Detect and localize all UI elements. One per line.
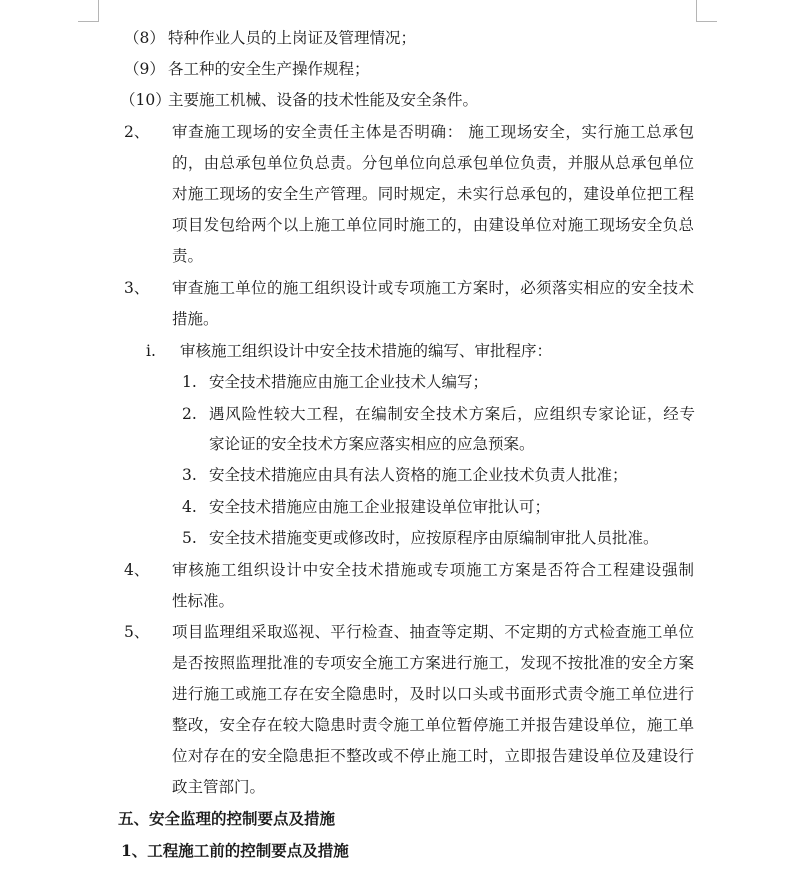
list-marker: 5、 <box>124 623 150 641</box>
list-item-text: 审核施工组织设计中安全技术措施的编写、审批程序： <box>180 342 553 360</box>
list-item-text: 家论证的安全技术方案应落实相应的应急预案。 <box>209 435 535 453</box>
paragraph-line: 是否按照监理批准的专项安全施工方案进行施工，发现不按批准的安全方案 <box>172 654 694 672</box>
list-marker: 4. <box>182 498 197 516</box>
paragraph-line: 进行施工或施工存在安全隐患时，及时以口头或书面形式责令施工单位进行 <box>172 685 694 703</box>
list-item-text: 安全技术措施变更或修改时，应按原程序由原编制审批人员批准。 <box>209 529 659 547</box>
subsection-heading: 1、工程施工前的控制要点及措施 <box>121 841 349 860</box>
list-marker: （10） <box>120 91 171 109</box>
list-marker: 2、 <box>124 123 150 141</box>
list-item-text: 安全技术措施应由施工企业报建设单位审批认可； <box>209 498 551 516</box>
list-marker: i. <box>146 342 156 360</box>
section-heading: 五、安全监理的控制要点及措施 <box>118 809 336 828</box>
list-item-text: 安全技术措施应由施工企业技术人编写； <box>209 373 489 391</box>
page-corner-mark <box>98 0 99 22</box>
paragraph-line: 项目监理组采取巡视、平行检查、抽查等定期、不定期的方式检查施工单位 <box>172 623 694 641</box>
paragraph-line: 政主管部门。 <box>172 778 266 796</box>
paragraph-line: 审查施工现场的安全责任主体是否明确： 施工现场安全，实行施工总承包 <box>172 123 694 141</box>
list-item-text: 各工种的安全生产操作规程； <box>168 60 370 78</box>
list-item-text: 特种作业人员的上岗证及管理情况； <box>168 29 417 47</box>
list-item-text: 安全技术措施应由具有法人资格的施工企业技术负责人批准； <box>209 466 628 484</box>
list-marker: 1. <box>182 373 197 391</box>
paragraph-line: 位对存在的安全隐患拒不整改或不停止施工时，立即报告建设单位及建设行 <box>172 747 694 765</box>
paragraph-line: 项目发包给两个以上施工单位同时施工的，由建设单位对施工现场安全负总 <box>172 216 694 234</box>
list-marker: 3、 <box>124 279 150 297</box>
list-marker: 3. <box>182 466 197 484</box>
paragraph-line: 性标准。 <box>172 592 235 610</box>
list-marker: 2. <box>182 405 197 423</box>
paragraph-line: 审核施工组织设计中安全技术措施或专项施工方案是否符合工程建设强制 <box>172 561 694 579</box>
paragraph-line: 责。 <box>172 247 204 265</box>
page-corner-mark <box>78 21 99 22</box>
list-marker: （9） <box>124 60 165 78</box>
paragraph-line: 措施。 <box>172 310 219 328</box>
list-item-text: 遇风险性较大工程，在编制安全技术方案后，应组织专家论证，经专 <box>209 405 695 423</box>
paragraph-line: 对施工现场的安全生产管理。同时规定，未实行总承包的，建设单位把工程 <box>172 185 694 203</box>
list-item-text: 主要施工机械、设备的技术性能及安全条件。 <box>168 91 479 109</box>
list-marker: （8） <box>124 29 165 47</box>
paragraph-line: 审查施工单位的施工组织设计或专项施工方案时，必须落实相应的安全技术 <box>172 279 694 297</box>
page-corner-mark <box>696 21 717 22</box>
paragraph-line: 整改，安全存在较大隐患时责令施工单位暂停施工并报告建设单位，施工单 <box>172 716 694 734</box>
paragraph-line: 的，由总承包单位负总责。分包单位向总承包单位负责，并服从总承包单位 <box>172 154 694 172</box>
page-corner-mark <box>696 0 697 22</box>
list-marker: 4、 <box>124 561 150 579</box>
list-marker: 5. <box>182 529 197 547</box>
